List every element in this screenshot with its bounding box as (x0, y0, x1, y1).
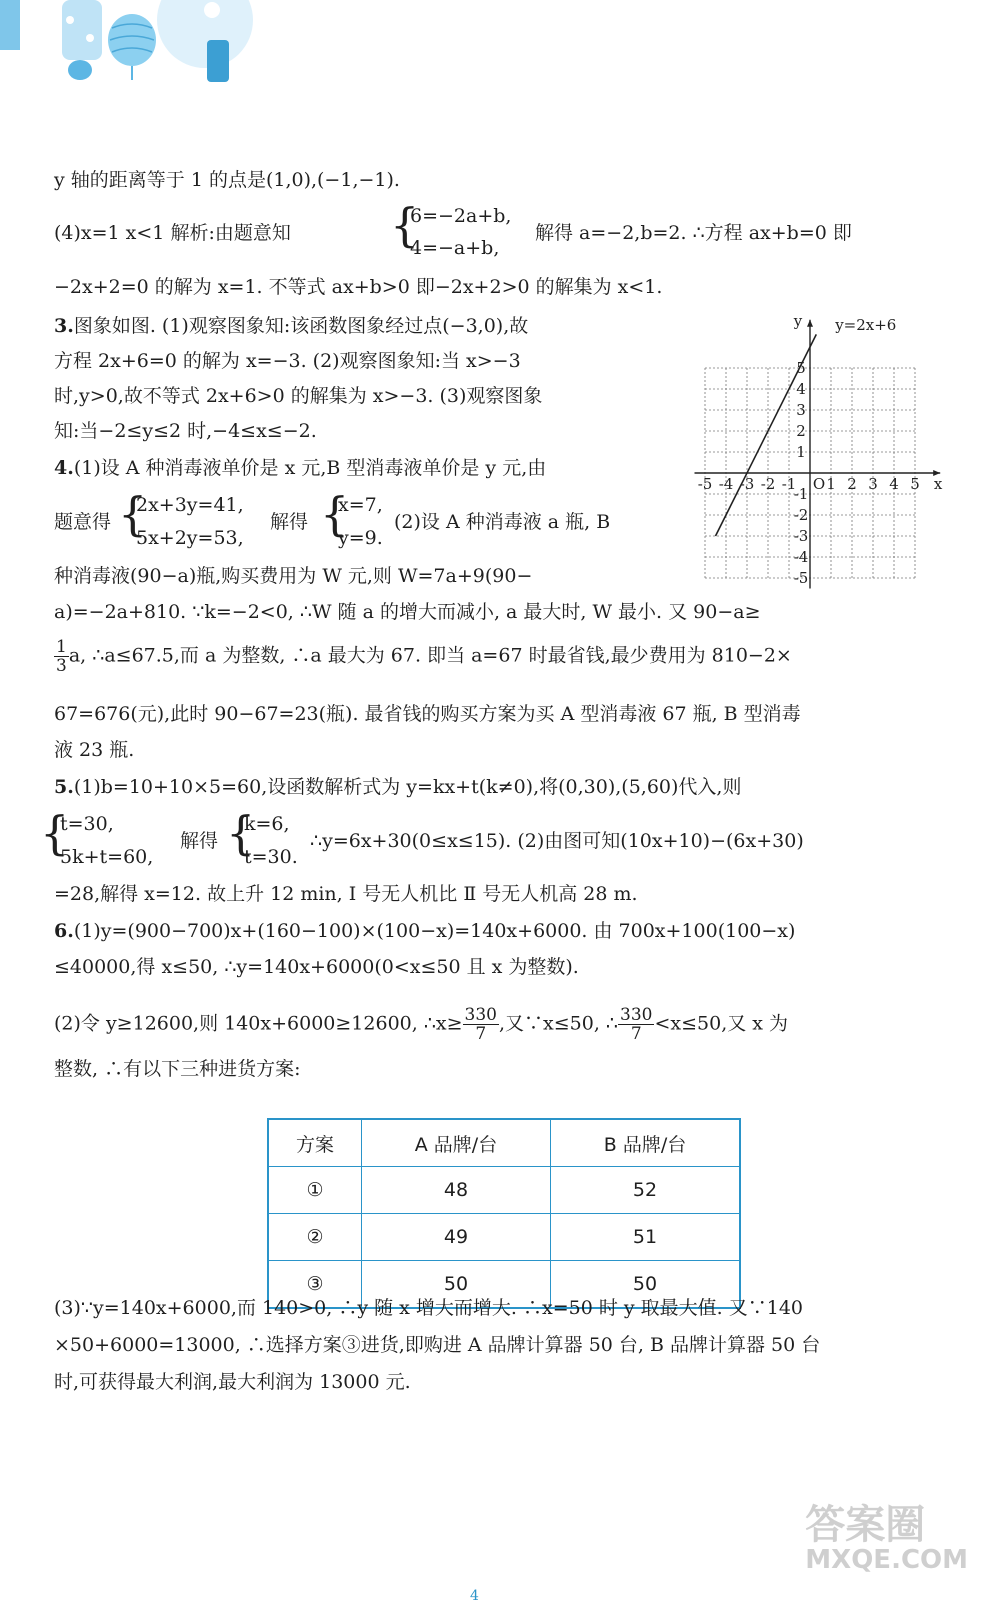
origin-label: O (812, 475, 826, 493)
question-number: 3. (54, 315, 74, 337)
x-tick-label: 5 (910, 475, 920, 493)
equation-top: k=6, (244, 813, 290, 835)
x-axis-label: x (933, 475, 943, 493)
page-number: 4 (470, 1588, 479, 1604)
x-tick-label: 3 (868, 475, 878, 493)
table-row (268, 1214, 740, 1261)
text-line: 解得 (270, 511, 309, 533)
x-tick-label: -3 (739, 475, 755, 493)
x-tick-label: 1 (826, 475, 836, 493)
denominator: 7 (475, 1024, 487, 1044)
text-line: a)=−2a+810. ∵k=−2<0, ∴W 随 a 的增大而减小, a 最大时, W 最小. 又 90−a≥ (54, 601, 761, 623)
denominator: 7 (630, 1024, 642, 1044)
function-label: y=2x+6 (835, 316, 897, 335)
y-axis-label: y (793, 312, 803, 330)
text-line: 解得 a=−2,b=2. ∴方程 ax+b=0 即 (535, 222, 852, 244)
table-header-cell: B 品牌/台 (551, 1119, 741, 1167)
fraction (54, 638, 69, 675)
text-line: 整数, ∴有以下三种进货方案: (54, 1058, 301, 1080)
equation-top: 6=−2a+b, (410, 205, 512, 227)
purchase-plan-table (267, 1118, 741, 1309)
y-tick-label: -1 (793, 485, 809, 503)
x-tick-label: -2 (760, 475, 776, 493)
y-tick-label: -2 (793, 506, 809, 524)
table-cell: 49 (362, 1214, 551, 1261)
y-tick-label: 2 (796, 422, 806, 440)
equation-top: x=7, (338, 494, 383, 516)
equation-bottom: 5k+t=60, (60, 846, 154, 868)
brace: { (226, 806, 256, 860)
text-line: 题意得 (54, 511, 112, 533)
y-tick-label: 4 (796, 380, 806, 398)
y-tick-label: -3 (793, 527, 809, 545)
question-number: 4. (54, 457, 74, 479)
text-line: ≤40000,得 x≤50, ∴y=140x+6000(0<x≤50 且 x 为整数). (54, 956, 579, 978)
text: ,又∵x≤50, ∴ (499, 1012, 619, 1035)
x-tick-label: -1 (781, 475, 797, 493)
x-tick-label: -5 (697, 475, 713, 493)
text: 图象如图. (1)观察图象知:该函数图象经过点(−3,0),故 (73, 315, 529, 337)
header-illustration (0, 0, 260, 90)
brace: { (40, 806, 70, 860)
question-5-line (54, 775, 741, 799)
brace: { (118, 487, 148, 541)
question-4-line (54, 456, 546, 480)
table-cell: 52 (551, 1167, 741, 1214)
equation-bottom: y=9. (338, 527, 383, 549)
table-row (268, 1167, 740, 1214)
text-line: =28,解得 x=12. 故上升 12 min, Ⅰ 号无人机比 Ⅱ 号无人机高 28 m. (54, 883, 638, 905)
table-cell: ② (268, 1214, 362, 1261)
watermark-logo: 答案圈 (805, 1502, 926, 1548)
numerator: 330 (464, 1005, 497, 1025)
text: (1)b=10+10×5=60,设函数解析式为 y=kx+t(k≠0),将(0,30),(5,60)代入,则 (73, 776, 742, 798)
watermark-domain: MXQE.COM (805, 1545, 968, 1575)
text: <x≤50,又 x 为 (654, 1012, 789, 1035)
question-number: 6. (54, 920, 74, 942)
y-tick-label: -5 (793, 569, 809, 587)
text-line: 时,y>0,故不等式 2x+6>0 的解集为 x>−3. (3)观察图象 (54, 385, 543, 407)
fraction (463, 1006, 499, 1043)
equation-bottom: 5x+2y=53, (136, 527, 244, 549)
text-line: (4)x=1 x<1 解析:由题意知 (54, 222, 291, 244)
table-header-cell: A 品牌/台 (362, 1119, 551, 1167)
y-tick-label: 1 (796, 443, 806, 461)
equation-bottom: 4=−a+b, (410, 237, 500, 259)
y-axis-arrow (807, 320, 813, 327)
text: (1)y=(900−700)x+(160−100)×(100−x)=140x+6000. 由 700x+100(100−x) (73, 920, 796, 942)
text-line: 时,可获得最大利润,最大利润为 13000 元. (54, 1371, 411, 1393)
y-tick-label: 3 (796, 401, 806, 419)
table-cell: 48 (362, 1167, 551, 1214)
equation-top: t=30, (60, 813, 114, 835)
text: (1)设 A 种消毒液单价是 x 元,B 型消毒液单价是 y 元,由 (73, 457, 547, 479)
table-header-row (268, 1119, 740, 1167)
text: (2)令 y≥12600,则 140x+6000≥12600, ∴x≥ (54, 1012, 463, 1035)
x-tick-label: -4 (718, 475, 734, 493)
y-tick-label: -4 (793, 548, 809, 566)
question-number: 5. (54, 776, 74, 798)
function-graph (697, 312, 950, 608)
text-line: 67=676(元),此时 90−67=23(瓶). 最省钱的购买方案为买 A 型消毒液 67 瓶, B 型消毒 (54, 703, 801, 725)
text-line: 种消毒液(90−a)瓶,购买费用为 W 元,则 W=7a+9(90− (54, 565, 533, 587)
numerator: 1 (56, 637, 67, 657)
question-3-line (54, 314, 528, 338)
text-line: 解得 (180, 830, 219, 852)
text-line: y 轴的距离等于 1 的点是(1,0),(−1,−1). (54, 169, 400, 191)
text-line: (3)∵y=140x+6000,而 140>0, ∴y 随 x 增大而增大. ∴x=50 时 y 取最大值. 又∵140 (54, 1297, 803, 1319)
table-cell: 51 (551, 1214, 741, 1261)
denominator: 3 (56, 656, 67, 676)
text-line: (2)设 A 种消毒液 a 瓶, B (394, 511, 611, 533)
text-line: ×50+6000=13000, ∴选择方案③进货,即购进 A 品牌计算器 50 台, B 品牌计算器 50 台 (54, 1334, 821, 1356)
question-6-line (54, 919, 795, 943)
table-cell: ① (268, 1167, 362, 1214)
x-tick-label: 4 (889, 475, 899, 493)
x-tick-label: 2 (847, 475, 857, 493)
brace: { (390, 198, 420, 252)
watermark (805, 1504, 968, 1574)
text-line: ∴y=6x+30(0≤x≤15). (2)由图可知(10x+10)−(6x+30) (310, 830, 804, 852)
text: a, ∴a≤67.5,而 a 为整数, ∴a 最大为 67. 即当 a=67 时最省钱,最少费用为 810−2× (68, 644, 792, 667)
fraction (618, 1006, 654, 1043)
table-cell: ③ (268, 1261, 362, 1309)
numerator: 330 (620, 1005, 653, 1025)
equation-top: 2x+3y=41, (136, 494, 244, 516)
y-tick-label: 5 (796, 359, 806, 377)
text-line: 知:当−2≤y≤2 时,−4≤x≤−2. (54, 420, 317, 442)
brace: { (320, 487, 350, 541)
text-line (54, 1006, 788, 1043)
table-header-cell: 方案 (268, 1119, 362, 1167)
table-cell: 50 (551, 1261, 741, 1309)
text-line: −2x+2=0 的解为 x=1. 不等式 ax+b>0 即−2x+2>0 的解集为 x<1. (54, 276, 663, 298)
equation-bottom: t=30. (244, 846, 298, 868)
text-line: 液 23 瓶. (54, 739, 135, 761)
table-cell: 50 (362, 1261, 551, 1309)
text-line: 方程 2x+6=0 的解为 x=−3. (2)观察图象知:当 x>−3 (54, 350, 521, 372)
text-line (54, 638, 792, 675)
